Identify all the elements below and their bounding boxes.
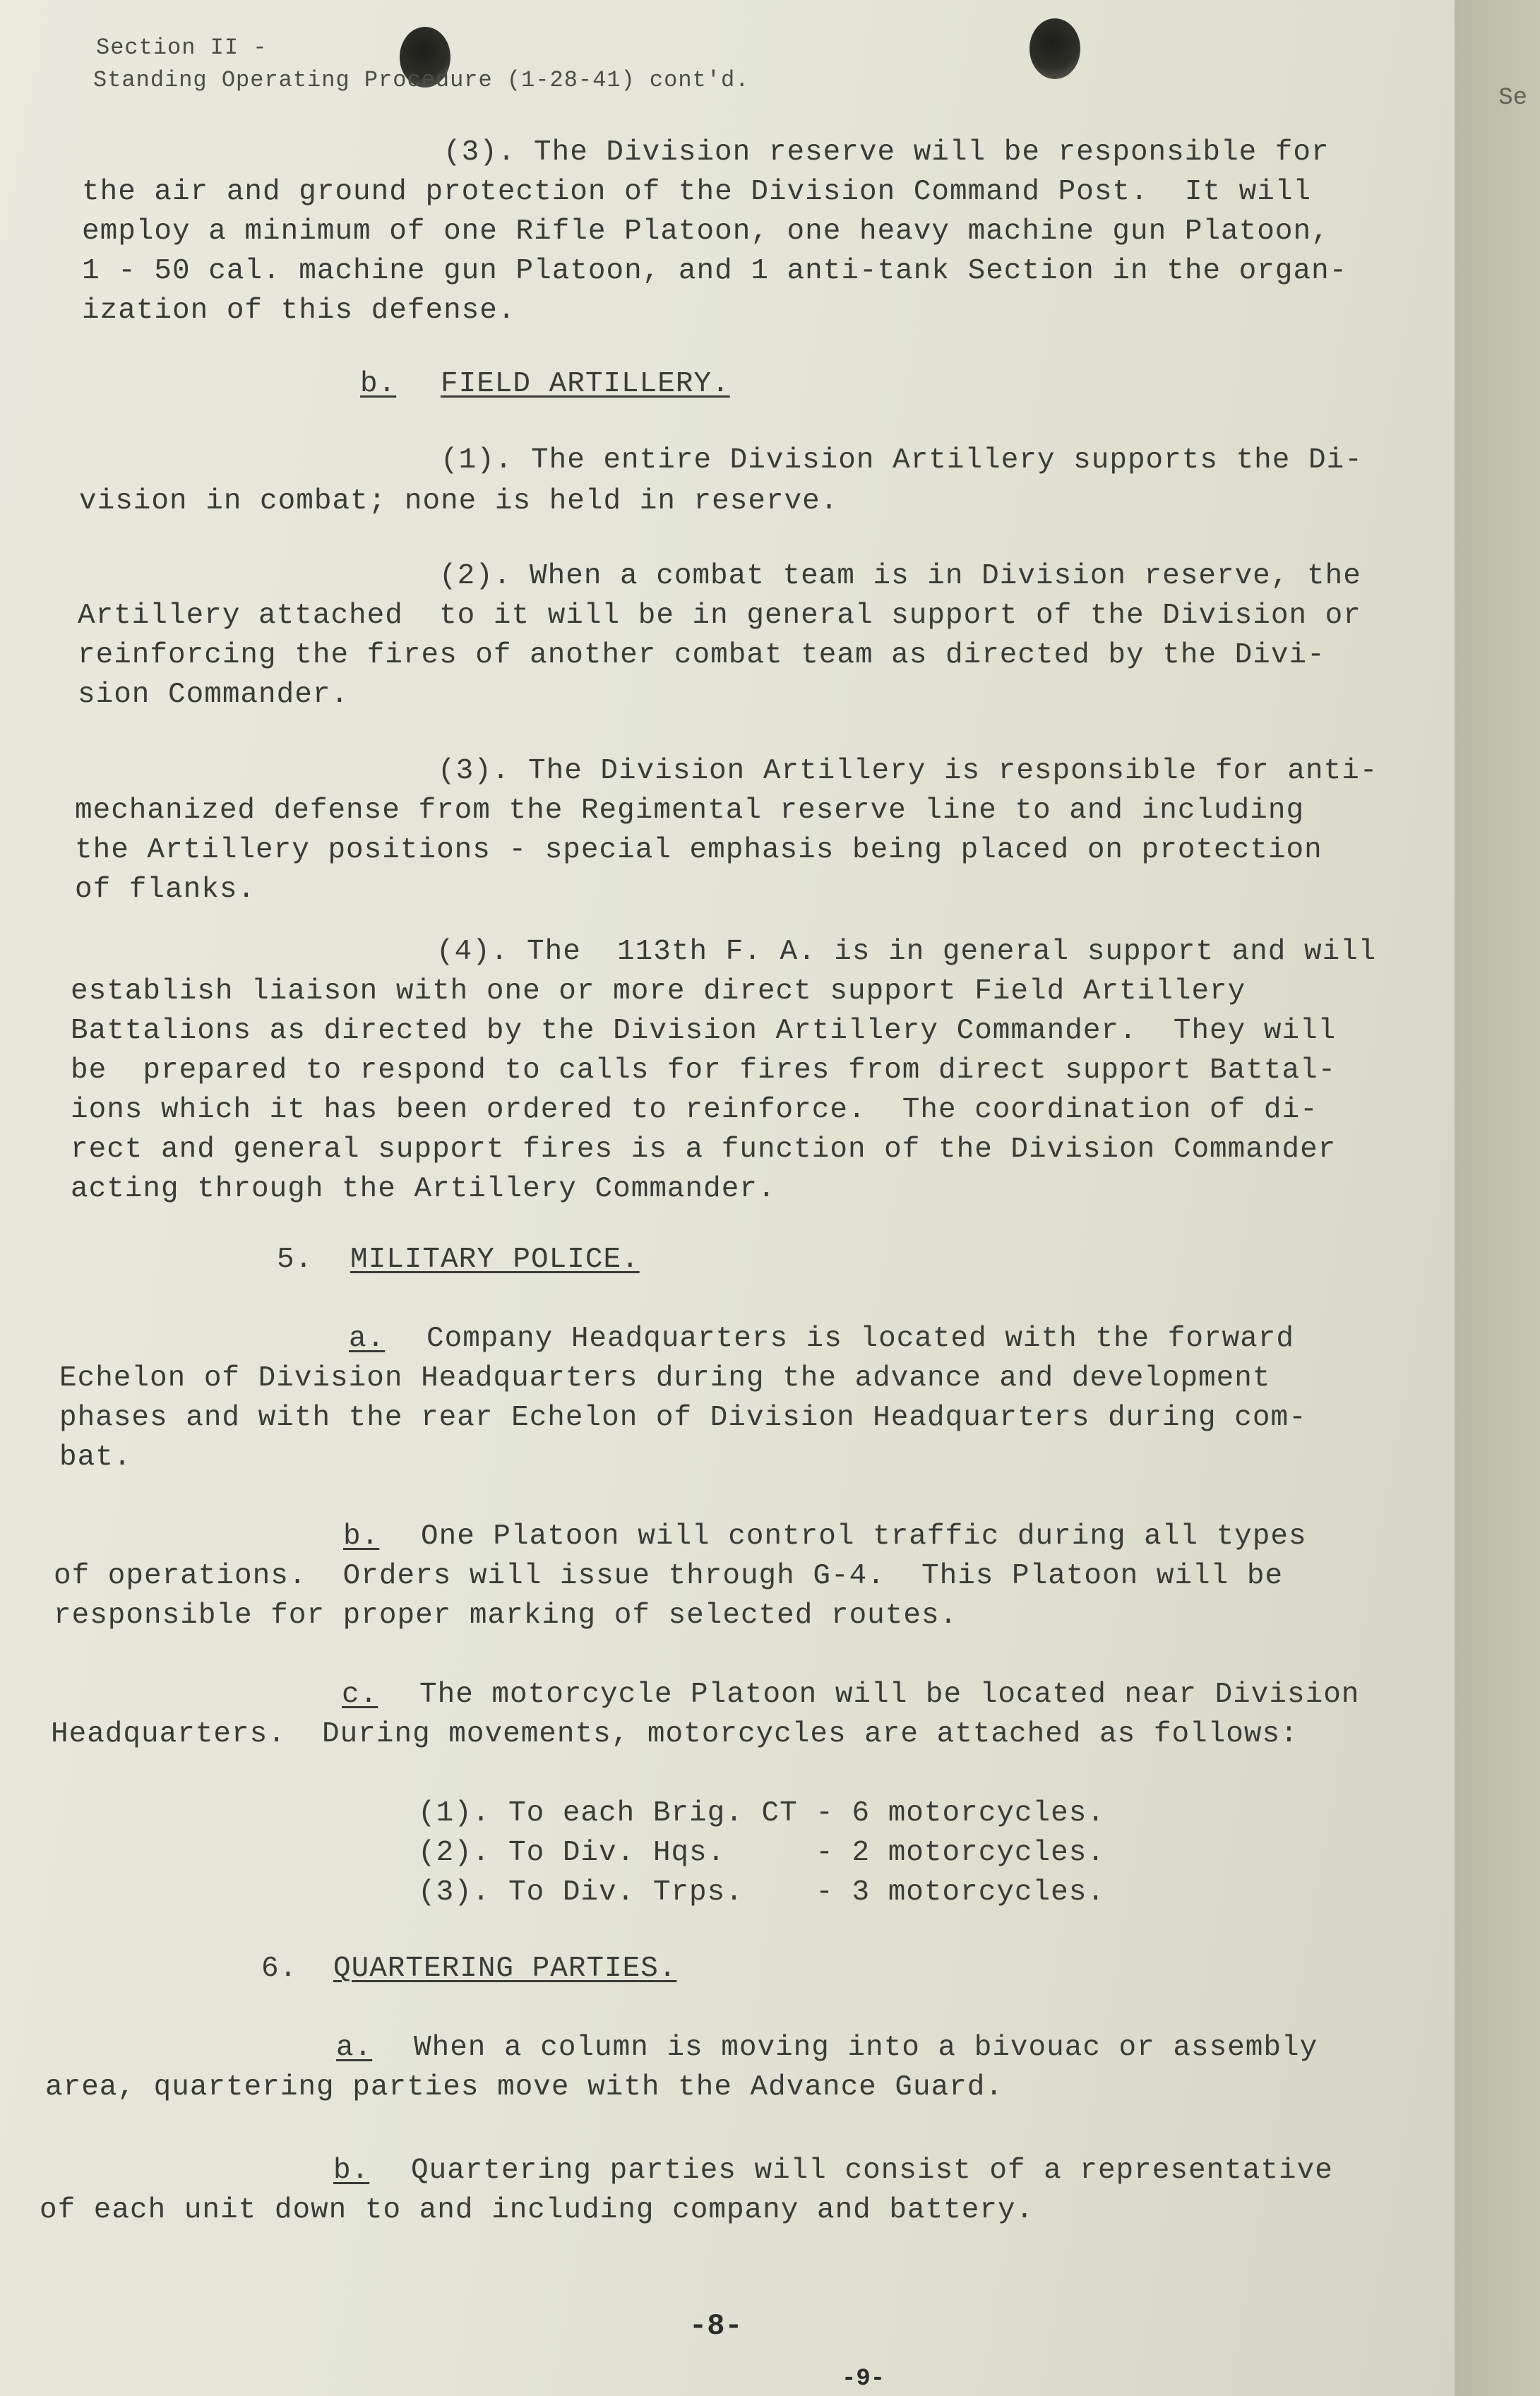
- paragraph-line: of flanks.: [75, 874, 256, 906]
- section-heading: FIELD ARTILLERY.: [441, 368, 730, 400]
- paragraph-line: vision in combat; none is held in reserve.: [79, 485, 839, 518]
- list-item: (2). To Div. Hqs. - 2 motorcycles.: [418, 1837, 1105, 1869]
- section-heading: QUARTERING PARTIES.: [333, 1953, 677, 1985]
- punch-hole: [1029, 18, 1080, 79]
- paragraph-line: phases and with the rear Echelon of Division Headquarters during com-: [59, 1402, 1307, 1434]
- paragraph-line: (1). The entire Division Artillery supports the Di-: [441, 444, 1363, 477]
- paragraph-line: reinforcing the fires of another combat team as directed by the Divi-: [78, 639, 1325, 672]
- paragraph-line: When a column is moving into a bivouac or assembly: [414, 2032, 1318, 2064]
- paragraph-line: area, quartering parties move with the Advance Guard.: [45, 2071, 1004, 2104]
- paragraph-line: (2). When a combat team is in Division reserve, the: [439, 560, 1361, 592]
- paragraph-line: bat.: [59, 1441, 132, 1474]
- paragraph-line: Company Headquarters is located with the forward: [426, 1323, 1294, 1355]
- subsection-letter: c.: [342, 1679, 378, 1711]
- paragraph-line: be prepared to respond to calls for fires from direct support Battal-: [71, 1054, 1337, 1087]
- paragraph-line: (4). The 113th F. A. is in general support and will: [436, 936, 1377, 968]
- paragraph-line: The motorcycle Platoon will be located near Division: [419, 1679, 1360, 1711]
- paragraph-line: the air and ground protection of the Division Command Post. It will: [82, 176, 1312, 208]
- page-number: -8-: [689, 2309, 743, 2343]
- paragraph-line: mechanized defense from the Regimental reserve line to and including: [75, 794, 1305, 827]
- subsection-letter: b.: [343, 1520, 380, 1553]
- paragraph-line: Quartering parties will consist of a representative: [411, 2154, 1333, 2187]
- subsection-letter: a.: [349, 1323, 386, 1355]
- paragraph-line: employ a minimum of one Rifle Platoon, one heavy machine gun Platoon,: [82, 215, 1330, 248]
- section-number: 5.: [277, 1244, 314, 1276]
- paragraph-line: Headquarters. During movements, motorcycles are attached as follows:: [51, 1718, 1299, 1751]
- next-page-number: -9-: [842, 2366, 885, 2392]
- paragraph-line: establish liaison with one or more direct support Field Artillery: [71, 975, 1246, 1008]
- subsection-letter: a.: [336, 2032, 373, 2064]
- paragraph-line: responsible for proper marking of selected routes.: [54, 1599, 958, 1632]
- paragraph-line: ions which it has been ordered to reinforce. The coordination of di-: [71, 1094, 1318, 1126]
- paragraph-line: Battalions as directed by the Division Artillery Commander. They will: [71, 1015, 1337, 1047]
- paragraph-line: (3). The Division Artillery is responsible for anti-: [438, 755, 1378, 787]
- paragraph-line: Artillery attached to it will be in general support of the Division or: [78, 600, 1361, 632]
- paragraph-line: sion Commander.: [78, 679, 350, 711]
- section-number: 6.: [261, 1953, 298, 1985]
- adjacent-page-edge: [1455, 0, 1540, 2396]
- paragraph-line: (3). The Division reserve will be responsible for: [443, 136, 1330, 169]
- paragraph-line: acting through the Artillery Commander.: [71, 1173, 776, 1205]
- paragraph-line: the Artillery positions - special emphasis being placed on protection: [75, 834, 1323, 866]
- procedure-title: Standing Operating Procedure (1-28-41) cont'd.: [93, 67, 750, 93]
- section-label: Section II -: [96, 35, 268, 61]
- paragraph-line: Echelon of Division Headquarters during the advance and development: [59, 1362, 1271, 1395]
- subsection-letter: b.: [333, 2154, 370, 2187]
- list-item: (3). To Div. Trps. - 3 motorcycles.: [418, 1876, 1105, 1909]
- subsection-letter: b.: [360, 368, 397, 400]
- list-item: (1). To each Brig. CT - 6 motorcycles.: [418, 1797, 1105, 1830]
- paragraph-line: of each unit down to and including company and battery.: [40, 2194, 1034, 2227]
- paragraph-line: ization of this defense.: [82, 294, 516, 327]
- adjacent-page-fragment: Se: [1498, 85, 1527, 112]
- paragraph-line: One Platoon will control traffic during all types: [421, 1520, 1307, 1553]
- paragraph-line: rect and general support fires is a function of the Division Commander: [71, 1133, 1337, 1166]
- paragraph-line: of operations. Orders will issue through G-4. This Platoon will be: [54, 1560, 1284, 1592]
- paragraph-line: 1 - 50 cal. machine gun Platoon, and 1 anti-tank Section in the organ-: [82, 255, 1348, 287]
- section-heading: MILITARY POLICE.: [350, 1244, 640, 1276]
